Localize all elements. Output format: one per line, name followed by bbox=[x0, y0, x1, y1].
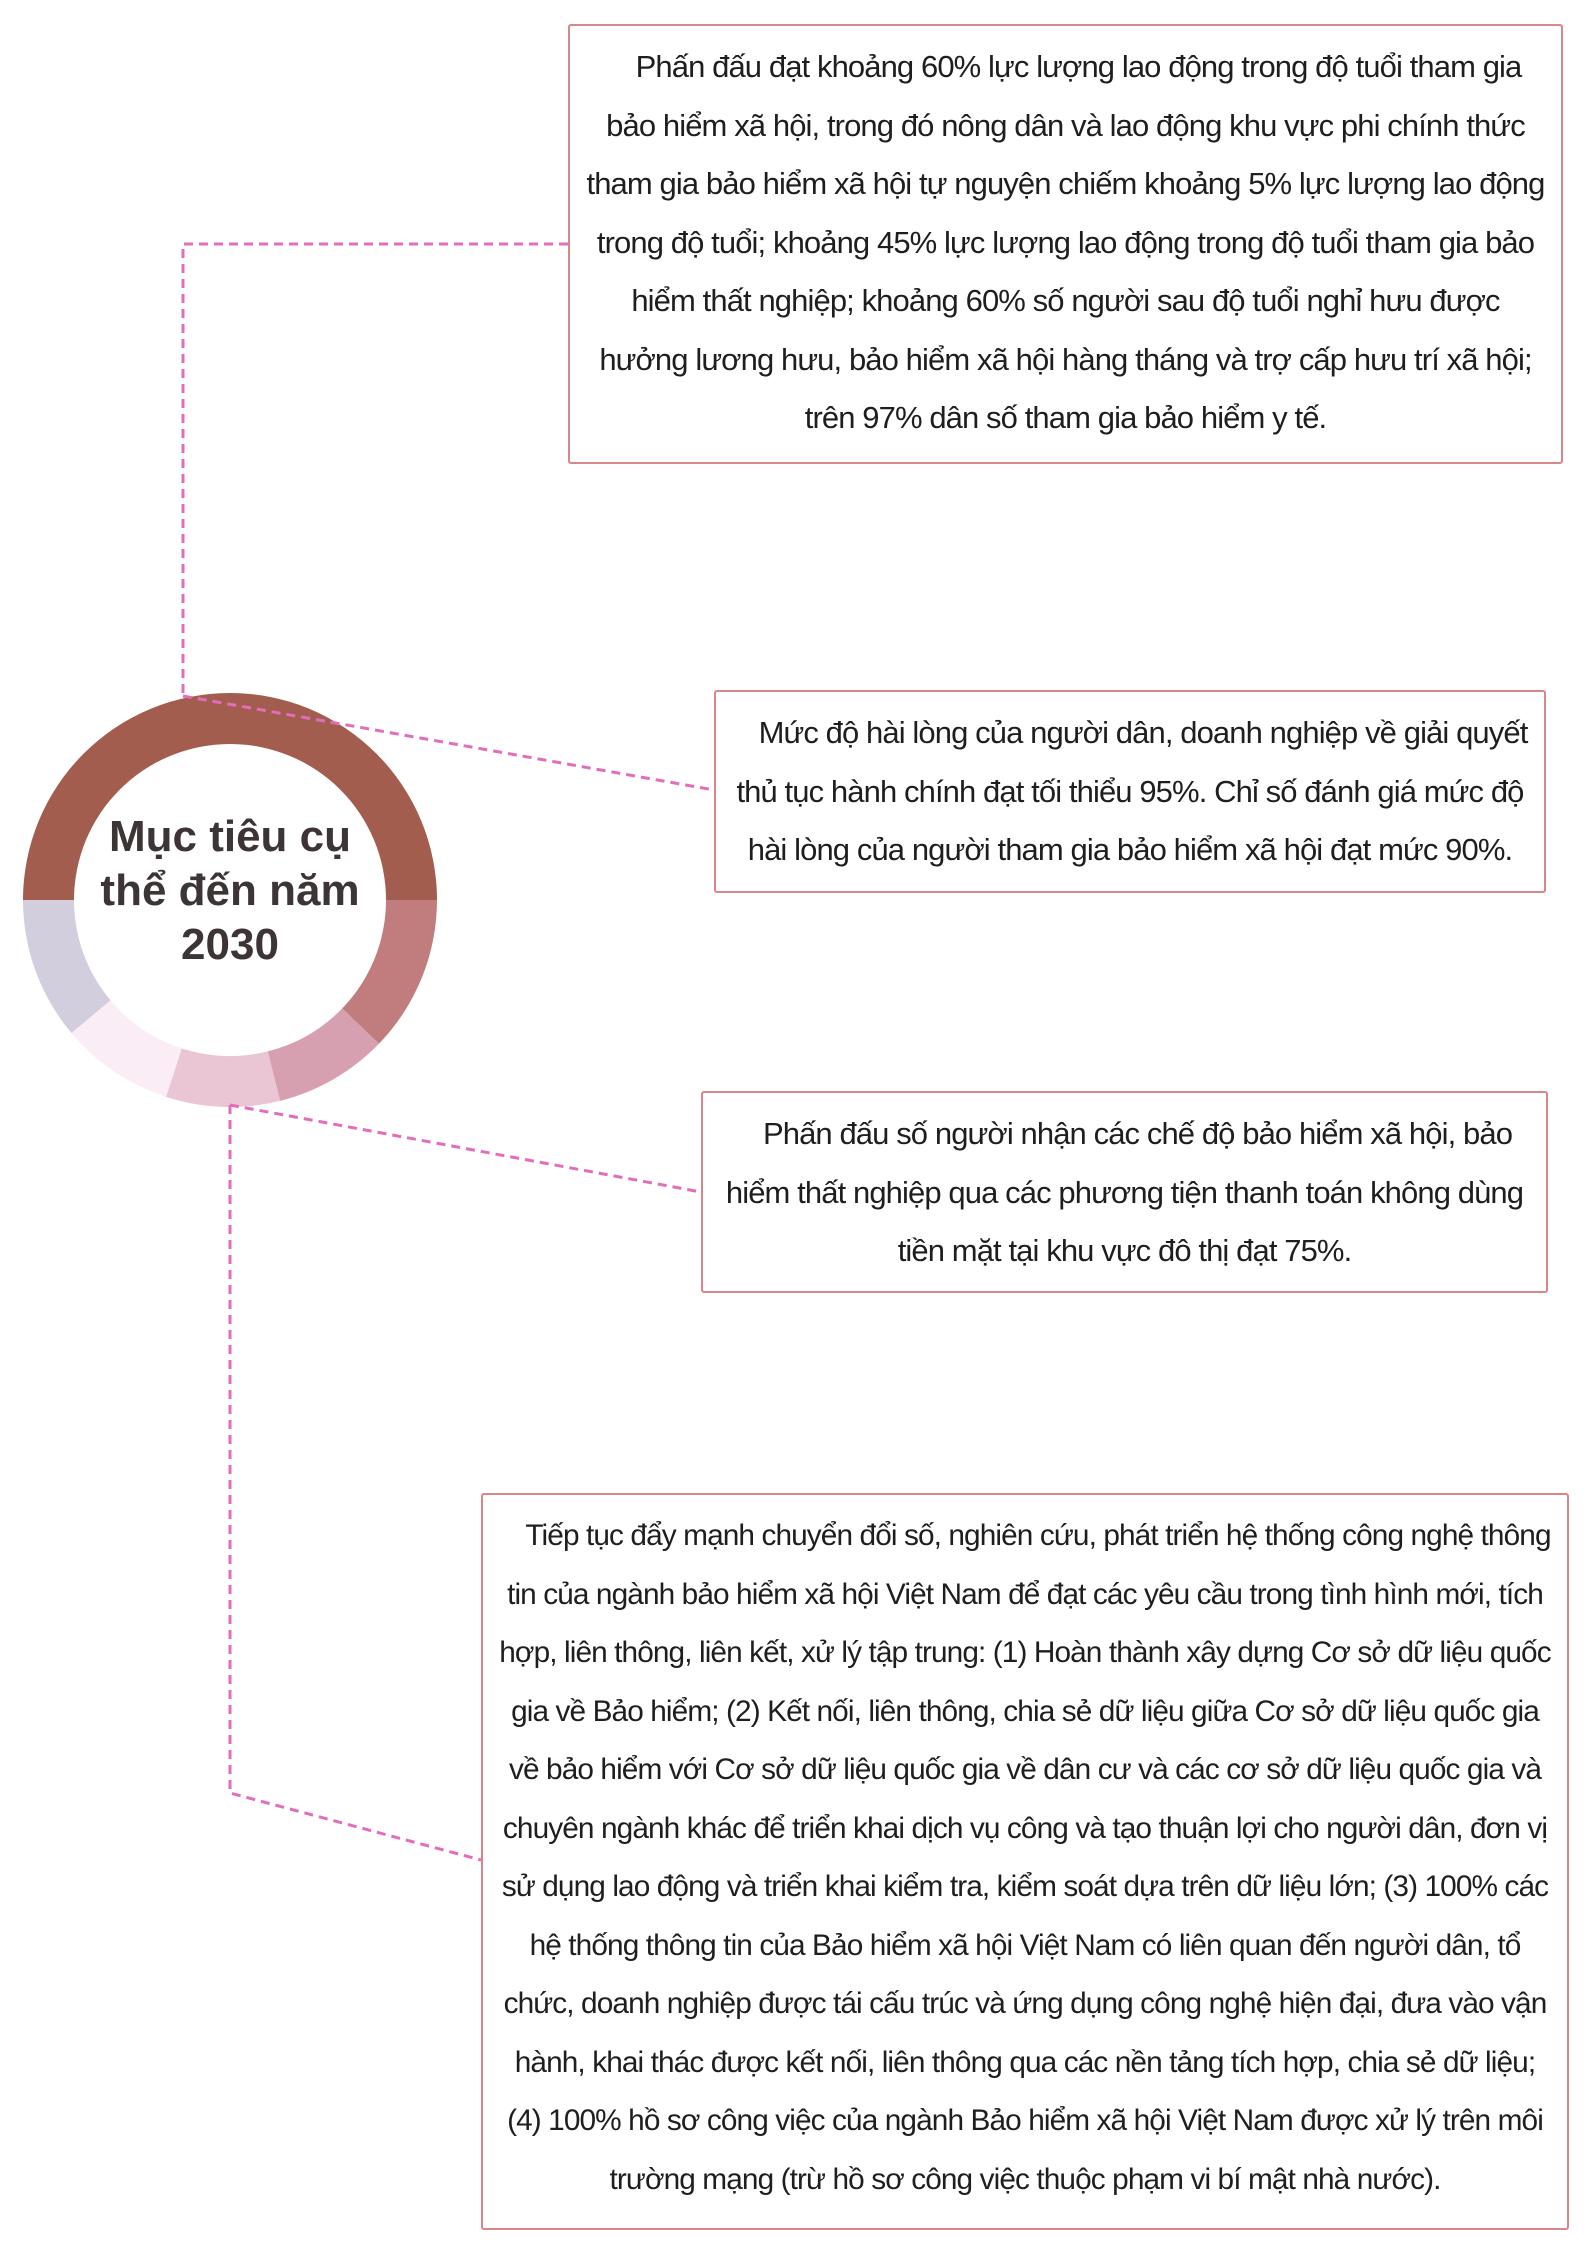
connector-goal-3 bbox=[230, 1105, 701, 1192]
connector-goal-1 bbox=[183, 244, 568, 696]
goal-box-1 bbox=[568, 24, 1563, 464]
connector-goal-4 bbox=[230, 1105, 481, 1860]
goal-4-text: Tiếp tục đẩy mạnh chuyển đổi số, nghiên cứu, phát triển hệ thống công nghệ thông tin của ngành bảo hiểm xã hội Việt Nam để đạt các yêu cầu trong tình hình mới, tích hợp, liên thông, liên kết, xử lý tập trung: (1) Hoàn thành xây dựng Cơ sở dữ liệu quốc gia về Bảo hiểm; (2) Kết nối, liên thông, chia sẻ dữ liệu giữa Cơ sở dữ liệu quốc gia về bảo hiểm với Cơ sở dữ liệu quốc gia về dân cư và các cơ sở dữ liệu quốc gia và chuyên ngành khác để triển khai dịch vụ công và tạo thuận lợi cho người dân, đơn vị sử dụng lao động và triển khai kiểm tra, kiểm soát dựa trên dữ liệu lớn; (3) 100% các hệ thống thông tin của Bảo hiểm xã hội Việt Nam có liên quan đến người dân, tổ chức, doanh nghiệp được tái cấu trúc và ứng dụng công nghệ hiện đại, đưa vào vận hành, khai thác được kết nối, liên thông qua các nền tảng tích hợp, chia sẻ dữ liệu; (4) 100% hồ sơ công việc của ngành Bảo hiểm xã hội Việt Nam được xử lý trên môi trường mạng (trừ hồ sơ công việc thuộc phạm vi bí mật nhà nước). bbox=[499, 1519, 1551, 2196]
goal-box-2 bbox=[714, 690, 1546, 893]
goal-box-3 bbox=[701, 1091, 1548, 1293]
ring-segment-bottom bbox=[166, 1048, 280, 1107]
goal-3-text: Phấn đấu số người nhận các chế độ bảo hiểm xã hội, bảo hiểm thất nghiệp qua các phương tiện thanh toán không dùng tiền mặt tại khu vực đô thị đạt 75%. bbox=[725, 1116, 1524, 1268]
hub-title: Mục tiêu cụ thể đến năm 2030 bbox=[100, 812, 360, 969]
goal-2-text: Mức độ hài lòng của người dân, doanh nghiệp về giải quyết thủ tục hành chính đạt tối thiểu 95%. Chỉ số đánh giá mức độ hài lòng của người tham gia bảo hiểm xã hội đạt mức 90%. bbox=[736, 715, 1528, 867]
goal-box-4 bbox=[481, 1493, 1569, 2230]
goal-1-text: Phấn đấu đạt khoảng 60% lực lượng lao động trong độ tuổi tham gia bảo hiểm xã hội, trong đó nông dân và lao động khu vực phi chính thức tham gia bảo hiểm xã hội tự nguyện chiếm khoảng 5% lực lượng lao động trong độ tuổi; khoảng 45% lực lượng lao động trong độ tuổi tham gia bảo hiểm thất nghiệp; khoảng 60% số người sau độ tuổi nghỉ hưu được hưởng lương hưu, bảo hiểm xã hội hàng tháng và trợ cấp hưu trí xã hội; trên 97% dân số tham gia bảo hiểm y tế. bbox=[586, 49, 1545, 435]
